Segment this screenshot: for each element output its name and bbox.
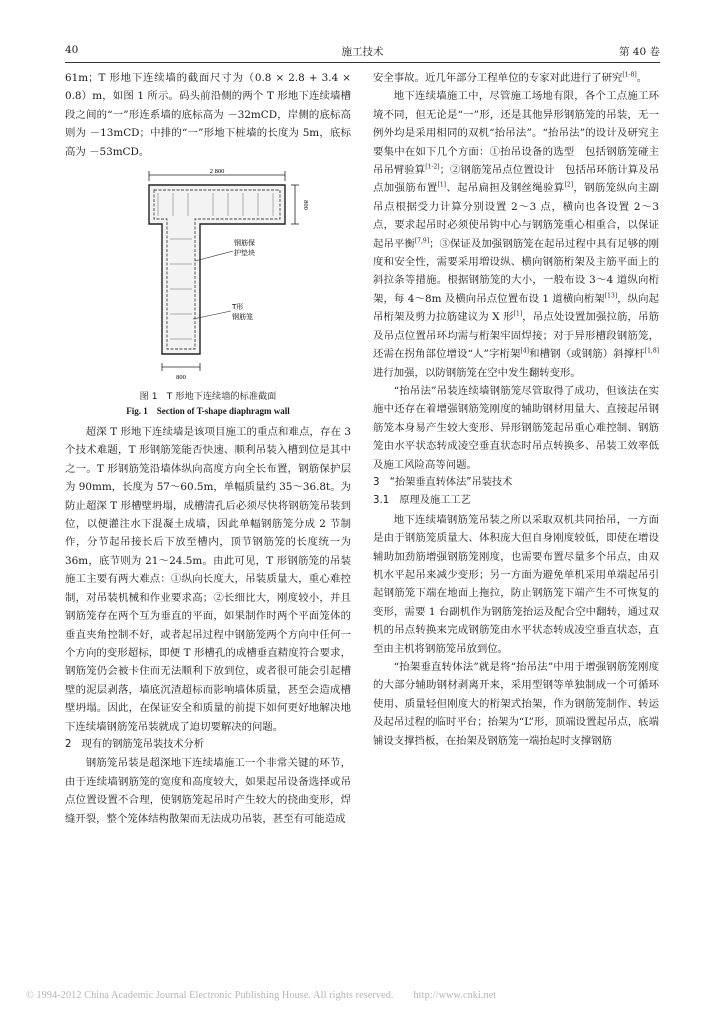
text-span: 安全事故。近几年部分工程单位的专家对此进行了研究 — [373, 72, 623, 84]
text-span: ，钢筋笼纵向主副吊点根据受力计算分别设置 2～3 点，横向也各设置 2～3 点，要求起吊时必须使吊钩中心与钢筋笼重心相重合，以保证起吊平衡 — [373, 182, 660, 250]
citation: [13] — [604, 292, 618, 300]
section-3-1-heading: 3.1 原理及施工工艺 — [373, 495, 471, 507]
figure-1 — [65, 169, 351, 387]
citation: [1] — [437, 181, 446, 189]
t-wall-section-diagram — [103, 169, 313, 387]
page-number: 40 — [65, 44, 79, 56]
dim-right-label: 800 — [302, 200, 309, 210]
paragraph-principle: 地下连续墙钢筋笼吊装之所以采取双机共同抬吊，一方面是由于钢筋笼质量大、体积庞大但自身刚度较低，即使在增设辅助加劲筋增强钢筋笼刚度，也需要布置尽量多个吊点，由双机水平起吊来减少变形；另一方面为避免单机采用单端起吊引起钢筋笼下端在地面上拖拉，防止钢筋笼下端产生不可恢复的变形，需要 1 台副机作为钢筋笼抬运及配合空中翻转，通过双机的吊点转换来完成钢筋笼由水平状态转成凌空垂直状态，直至由主机将钢筋笼吊放到位。 — [373, 513, 659, 655]
label-cage-protect-1: 钢筋保 — [234, 239, 255, 248]
citation: [1-8] — [622, 71, 637, 79]
citation: [1,8] — [644, 347, 659, 355]
paragraph-section-2: 钢筋笼吊装是超深地下连续墙施工一个非常关键的环节，由于连续墙钢筋笼的宽度和高度较大，如果起吊设备选择或吊点位置设置不合理，使钢筋笼起吊时产生较大的挠曲变形，焊缝开裂，整个笼体结构散架而无法成功吊装，甚至有可能造成 — [65, 757, 351, 825]
dim-bottom-label: 800 — [176, 374, 186, 382]
right-column — [373, 69, 659, 750]
section-2-heading: 2 现有的钢筋笼吊装技术分析 — [65, 738, 204, 750]
paragraph-continued — [373, 69, 659, 87]
text-span: 和槽钢（或钢筋）斜撑杆 — [529, 348, 645, 361]
text-span: ，纵向起吊桁架及剪力拉筋建议为 X 形 — [373, 292, 659, 324]
text-span: 。 — [636, 72, 648, 84]
citation: [2] — [564, 181, 574, 189]
label-cage-protect-2: 护垫块 — [234, 249, 255, 258]
text-span: 地下连续墙施工中，尽管施工场地有限，各个工点施工环境不同，但无论是“一”形，还是其他异形钢筋笼的吊装，无一例外均是采用相同的双机“抬吊法”。“抬吊法”的设计及研究主要集中在如下几个方面：①抬吊设备的选型 包括钢筋笼碰主吊吊臂验算 — [373, 90, 659, 177]
cnki-link[interactable]: http://www.cnki.net — [413, 990, 497, 1001]
label-t-cage-1: T形 — [232, 303, 244, 312]
volume-label: 第 40 卷 — [618, 46, 660, 58]
label-t-cage-2: 钢筋笼 — [232, 313, 253, 322]
citation: [4] — [520, 347, 530, 355]
figure-caption-en: Fig. 1 Section of T-shape diaphragm wall — [126, 406, 290, 417]
paragraph-problems: “抬吊法”吊装连续墙钢筋笼尽管取得了成功，但该法在实施中还存在着增强钢筋笼刚度的辅助钢材用量大、直接起吊钢筋笼本身易产生较大变形、异形钢筋笼起吊重心难控制、钢筋笼由水平状态转成凌空垂直状态时吊点转换多、吊装工效率低及施工风险高等问题。 — [373, 384, 659, 471]
dim-top-label: 2 800 — [209, 169, 225, 176]
citation: [7,9] — [414, 237, 430, 245]
text-span: ；③保证及加强钢筋笼在起吊过程中具有足够的刚度和安全性，需要采用増设纵、横向钢筋桁架及主筋平面上的斜拉条等措施。根据钢筋笼的大小，一般布设 3～4 道纵向桁架，每 4～8m 及横向吊点位置布设 1 道横向桁架 — [373, 237, 660, 305]
citation: [1-2] — [425, 163, 440, 171]
section-3-heading: 3 “抬架垂直转体法”吊装技术 — [373, 476, 513, 488]
figure-caption-cn: 图 1 T 形地下连续墙的标准截面 — [139, 391, 277, 403]
text-span: 、起吊扁担及钢丝绳验算 — [445, 182, 565, 195]
paragraph-lifting-method — [373, 87, 659, 382]
paragraph-lifting-frame: “抬架垂直转体法”就是将“抬吊法”中用于增强钢筋笼刚度的大部分辅助钢材剥离开来，采用型钢等单独制成一个可循环使用、质量轻但刚度大的桁架式抬架，作为钢筋笼制作、转运及起吊过程的临时平台；抬架为“L”形，顶端设置起吊点，底端铺设支撑挡板，在抬架及钢筋笼一端抬起时支撑钢筋 — [373, 661, 659, 747]
paragraph-intro: 61m；T 形地下连续墙的截面尺寸为（0.8 × 2.8 + 3.4 × 0.8）m，如图 1 所示。码头前沿侧的两个 T 形地下连续墙槽段之间的“一”形连系墙的底标高为 －32mCD，岸侧的底标高则为 －13mCD；中排的“一”形地下桩墙的长度为 5m，底标高为 －53mCD。 — [65, 72, 351, 158]
copyright-text: © 1994-2012 China Academic Journal Electronic Publishing House. All rights reserved. — [26, 990, 394, 1001]
text-span: 进行加强，以防钢筋笼在空中发生翻转变形。 — [373, 366, 581, 379]
text-span: ，吊点处设置加强拉筋，吊筋及吊点位置吊环均需与桁架牢固焊接；对于异形槽段钢筋笼，还需在拐角部位增设“人”字桁架 — [373, 311, 659, 361]
paragraph-difficulties: 超深 T 形地下连续墙是该项目施工的重点和难点，存在 3 个技术难题，T 形钢筋笼能否快速、顺利吊装入槽到位是其中之一。T 形钢筋笼沿墙体纵向高度方向全长布置，钢筋保护层为 90mm，长度为 57～60.5m，单幅质量约 35～36.8t。为防止超深 T 形槽壁坍塌，成槽清孔后必须尽快将钢筋笼吊装到位，以便灌注水下混凝土成墙，因此单幅钢筋笼分成 2 节制作，分节起吊接长后下放至槽内，顶节钢筋笼的长度统一为 36m，底节则为 21～24.5m。由此可见，T 形钢筋笼的吊装施工主要有两大难点：①纵向长度大，吊装质量大，重心难控制，对吊装机械和作业要求高；②长细比大，刚度较小，并且钢筋笼存在两个互为垂直的平面，如果制作时两个平面笼体的垂直夹角控制不好，或者起吊过程中钢筋笼两个方向中任何一个方向的变形超标，即便 T 形槽孔的成槽垂直精度符合要求，钢筋笼仍会被卡住而无法顺利下放到位，或者很可能会引起槽壁的泥层剥落，墙底沉渣超标而影响墙体质量，甚至会造成槽壁坍塌。因此，在保证安全和质量的前提下如何更好地解决地下连续墙钢筋笼吊装就成了迫切要解决的问题。 — [65, 426, 351, 733]
copyright-footer — [26, 990, 496, 1001]
text-span: ；②钢筋笼吊点位置设计 包括吊环筋计算及吊点加强筋布置 — [373, 164, 660, 195]
journal-name: 施工技术 — [341, 46, 384, 58]
running-header — [65, 44, 660, 63]
citation: [1] — [513, 310, 523, 318]
left-column — [65, 69, 351, 828]
